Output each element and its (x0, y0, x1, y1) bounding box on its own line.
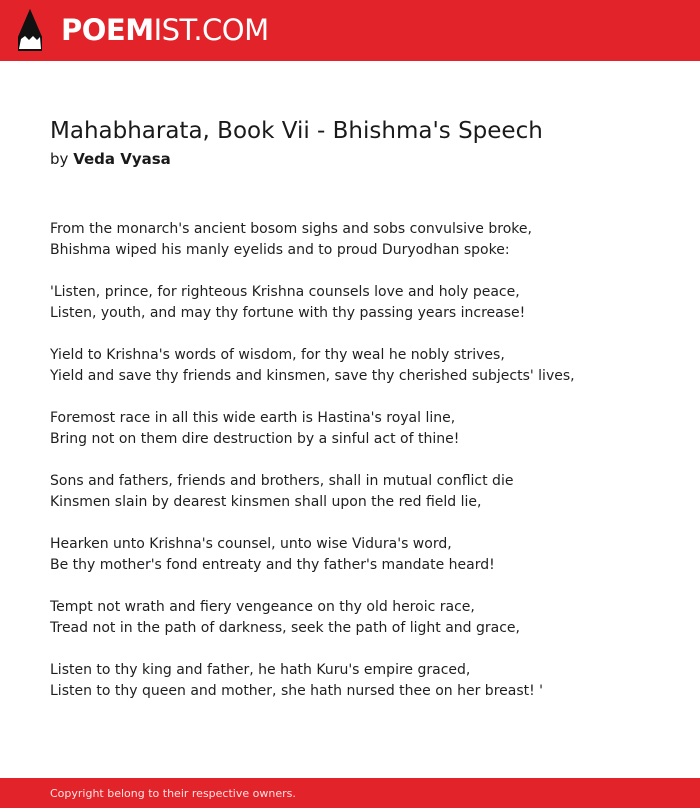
by-label: by (50, 150, 69, 168)
stanza (50, 282, 670, 345)
poem-line: Listen, youth, and may thy fortune with thy passing years increase! (50, 305, 526, 321)
site-footer (0, 778, 700, 808)
stanza (50, 408, 670, 471)
poem-line: Listen to thy king and father, he hath Kuru's empire graced, (50, 662, 471, 678)
poem-line: Foremost race in all this wide earth is Hastina's royal line, (50, 410, 456, 426)
poem-title: Mahabharata, Book Vii - Bhishma's Speech (50, 118, 543, 144)
poem-body (50, 219, 670, 723)
poem-line: Tread not in the path of darkness, seek the path of light and grace, (50, 620, 520, 636)
poem-line: Hearken unto Krishna's counsel, unto wise Vidura's word, (50, 536, 452, 552)
poem-line: Yield and save thy friends and kinsmen, save thy cherished subjects' lives, (50, 368, 575, 384)
stanza (50, 534, 670, 597)
poem-line: From the monarch's ancient bosom sighs and sobs convulsive broke, (50, 221, 532, 237)
poem-line: Sons and fathers, friends and brothers, shall in mutual conflict die (50, 473, 514, 489)
pencil-tip-icon[interactable] (18, 9, 42, 51)
site-logo[interactable] (61, 11, 269, 49)
stanza (50, 471, 670, 534)
copyright-notice: Copyright belong to their respective owners. (50, 787, 296, 800)
poem-line: Listen to thy queen and mother, she hath nursed thee on her breast! ' (50, 683, 544, 699)
poem-line: Be thy mother's fond entreaty and thy father's mandate heard! (50, 557, 495, 573)
byline (50, 148, 171, 170)
site-header (0, 0, 700, 61)
poem-line: Yield to Krishna's words of wisdom, for thy weal he nobly strives, (50, 347, 505, 363)
author-name: Veda Vyasa (73, 150, 171, 168)
logo-text-light: IST.COM (153, 13, 269, 47)
poem-line: 'Listen, prince, for righteous Krishna counsels love and holy peace, (50, 284, 520, 300)
logo-text-bold: POEM (61, 13, 154, 47)
stanza (50, 345, 670, 408)
poem-line: Tempt not wrath and fiery vengeance on thy old heroic race, (50, 599, 475, 615)
poem-line: Bhishma wiped his manly eyelids and to proud Duryodhan spoke: (50, 242, 510, 258)
stanza (50, 660, 670, 723)
poem-line: Bring not on them dire destruction by a sinful act of thine! (50, 431, 460, 447)
poem-line: Kinsmen slain by dearest kinsmen shall upon the red field lie, (50, 494, 482, 510)
stanza (50, 219, 670, 282)
stanza (50, 597, 670, 660)
